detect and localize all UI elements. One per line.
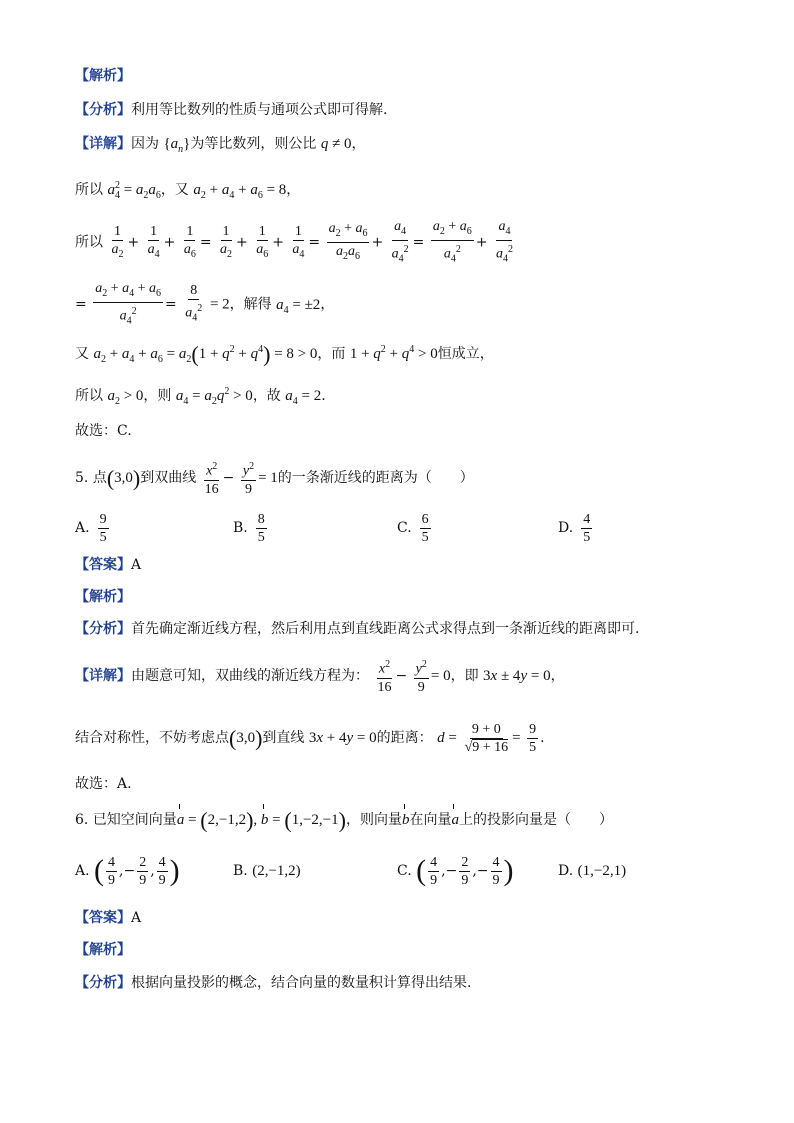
fraction: $\frac{x^2}{16}$: [375, 656, 393, 696]
detail-line-5: [75, 340, 494, 370]
option-letter: D.: [558, 863, 574, 879]
text: 点: [92, 470, 107, 486]
math-point: (3,0): [106, 465, 141, 491]
denominator: 5: [257, 529, 265, 545]
text: ，: [351, 136, 366, 152]
analysis-text: 首先确定渐近线方程，然后利用点到直线距离公式求得点到一条渐近线的距离即可.: [131, 621, 640, 637]
option-letter: D.: [558, 520, 574, 536]
option-fraction: [98, 511, 109, 546]
text: 上的投影向量是（ ）: [458, 812, 613, 828]
math: $a_2 + a_4 + a_6 = a_2(1 + q^2 + q^4) = 8 > 0$: [93, 341, 318, 367]
math-eq: $a_4^2 = a_2a_6$: [107, 180, 161, 201]
math: $a_4 = a_2q^2 > 0$: [175, 386, 253, 407]
answer-tag: 【答案】: [75, 910, 131, 926]
detail-line-3: 所以 $\frac{1}{a_2}$ + $\frac{1}{a_4}$ + $\frac{1}{a_6}$ = $\frac{1}{a_2}$ + $\frac{1}{a_6}$ + $\frac{1}{a_4}$ = $\frac{a_2 + a_6}{a_2a_6}$ + $\frac{a_4}{a_4^2}$ = $\frac{a_2 + a_6}{a_4^2}$ + $\frac{a_4}{a_4^2}$: [75, 218, 517, 267]
fraction: $\frac{a_4}{a_4^2}$: [391, 219, 409, 265]
text: 所以: [75, 234, 103, 251]
answer-value: A: [131, 910, 142, 926]
text: 所以: [75, 182, 103, 198]
option-letter: C.: [397, 520, 412, 536]
math-seq: $\{a_n\}$: [163, 136, 191, 155]
text: ，则: [143, 388, 172, 404]
text: ，故: [252, 388, 281, 404]
analysis-heading: 【解析】: [75, 68, 131, 84]
option-c[interactable]: [397, 508, 433, 548]
option-d[interactable]: [558, 508, 594, 548]
question-5-stem: 5. 点(3,0)到双曲线 $\frac{x^2}{16}$ − $\frac{y^2}{9}$ = 1的一条渐近线的距离为（ ）: [75, 458, 474, 499]
text: 到直线: [262, 730, 305, 746]
option-value: (2,−1,2): [252, 863, 301, 879]
option-letter: B.: [233, 520, 248, 536]
option-fraction: [256, 511, 267, 546]
question-number: 5.: [75, 470, 89, 486]
text: 已知空间向量: [92, 812, 177, 828]
fraction: $\frac{1}{a_4}$: [292, 223, 305, 260]
analysis-tag: 【分析】: [75, 621, 131, 637]
math-a: a: [451, 812, 459, 828]
fraction: $\frac{8}{a_4^2}$: [185, 283, 203, 324]
question-number: 6.: [75, 812, 89, 828]
fraction: $\frac{y^2}{9}$: [414, 656, 429, 696]
math: 3x + 4y = 0: [308, 730, 377, 746]
option-letter: C.: [397, 863, 412, 879]
detail-line-6: [75, 382, 326, 412]
text: 又: [75, 346, 89, 362]
option-fraction: [581, 511, 592, 546]
option-fraction: [420, 511, 431, 546]
choice-line: 故选：C.: [75, 423, 132, 439]
numerator: 8: [257, 511, 265, 527]
text: 为等比数列，则公比: [190, 136, 317, 152]
text: 到双曲线: [140, 470, 197, 486]
fraction: $\frac{1}{a_2}$: [220, 223, 233, 260]
math: ≠ 0: [328, 136, 352, 152]
math-sum: $a_2 + a_4 + a_6 = 8$: [193, 182, 287, 201]
detail-line-2: [75, 176, 300, 206]
fraction: $\frac{a_2 + a_4 + a_6}{a_4^2}$: [95, 281, 161, 327]
denominator: 5: [421, 529, 429, 545]
analysis-heading: 【解析】: [75, 589, 131, 605]
fraction: $\frac{a_2 + a_6}{a_4^2}$: [432, 219, 472, 265]
analysis-heading: 【解析】: [75, 942, 131, 958]
question-6-stem: [75, 807, 613, 833]
text: 所以: [75, 388, 103, 404]
analysis-line: [75, 973, 471, 993]
fraction: $\frac{9}{5}$: [529, 721, 537, 755]
text: 因为: [131, 136, 159, 152]
option-d[interactable]: [558, 849, 626, 893]
math: $a_4 = 2$: [285, 388, 322, 407]
analysis-tag: 【分析】: [75, 975, 131, 991]
math-d: d: [437, 730, 445, 746]
option-value: (1,−2,1): [577, 863, 627, 879]
analysis-line: [75, 100, 387, 120]
analysis-line: [75, 619, 639, 639]
fraction: $\frac{x^2}{16}$: [203, 458, 221, 498]
detail-line-1: [75, 134, 366, 160]
detail-tag: 【详解】: [75, 668, 131, 684]
text: .: [540, 730, 545, 746]
text: 结合对称性，不妨考虑点: [75, 730, 229, 746]
math-q: q: [320, 136, 329, 152]
text: ，: [286, 182, 301, 198]
option-letter: B.: [233, 863, 248, 879]
denominator: 5: [99, 529, 107, 545]
choice-line: 故选：A.: [75, 776, 132, 792]
fraction: $\frac{1}{a_2}$: [111, 223, 124, 260]
text: ，: [550, 668, 565, 684]
math: $1 + q^2 + q^4 > 0$: [349, 344, 438, 362]
text: ，: [320, 296, 335, 313]
answer-line: [75, 555, 141, 575]
math: $a_4 = \pm 2$: [276, 296, 321, 316]
text: ，即: [450, 668, 479, 684]
detail-tag: 【详解】: [75, 136, 131, 152]
analysis-text: 利用等比数列的性质与通项公式即可得解.: [131, 102, 388, 118]
detail-line-2: 结合对称性，不妨考虑点(3,0)到直线 3x + 4y = 0的距离： d = $\frac{9 + 0}{√9 + 16}$ = $\frac{9}{5}$ .: [75, 721, 545, 755]
numerator: 4: [583, 511, 591, 527]
text: 恒成立，: [437, 346, 494, 362]
text: 在向量: [409, 812, 452, 828]
math-point: (3,0): [229, 725, 263, 751]
option-c[interactable]: C. ( $\frac{4}{9}$ ,− $\frac{2}{9}$ ,− $\frac{4}{9}$ ): [397, 854, 514, 888]
text: 由题意可知，双曲线的渐近线方程为：: [131, 668, 369, 684]
math-b: b: [401, 812, 410, 828]
numerator: 9: [99, 511, 107, 527]
text: .: [321, 388, 326, 404]
fraction: $\frac{9 + 0}{√9 + 16}$: [464, 721, 509, 755]
denominator: 5: [583, 529, 591, 545]
option-b[interactable]: [233, 508, 269, 548]
option-a[interactable]: A. ( $\frac{4}{9}$ ,− $\frac{2}{9}$ , $\frac{4}{9}$ ): [75, 854, 180, 888]
text: 的距离：: [376, 730, 433, 746]
fraction: $\frac{y^2}{9}$: [241, 458, 256, 498]
option-letter: A.: [75, 520, 90, 536]
fraction: $\frac{1}{a_4}$: [147, 223, 160, 260]
detail-line-1: 【详解】由题意可知，双曲线的渐近线方程为： $\frac{x^2}{16}$ − $\frac{y^2}{9}$ = 0，即 3x ± 4y = 0，: [75, 656, 565, 696]
text: ，解得: [229, 296, 272, 313]
answer-line: [75, 908, 141, 928]
option-letter: A.: [75, 863, 90, 879]
fraction: $\frac{1}{a_6}$: [256, 223, 269, 260]
analysis-text: 根据向量投影的概念，结合向量的数量积计算得出结果.: [131, 975, 472, 991]
text: ，而: [317, 346, 346, 362]
option-a[interactable]: [75, 508, 111, 548]
fraction: $\frac{1}{a_6}$: [183, 223, 196, 260]
numerator: 6: [421, 511, 429, 527]
fraction: $\frac{a_2 + a_6}{a_2a_6}$: [328, 221, 368, 262]
fraction: $\frac{a_4}{a_4^2}$: [495, 219, 513, 265]
text: ，则向量: [345, 812, 402, 828]
text: ，又: [160, 182, 189, 198]
math-vectors: a = (2,−1,2), b = (1,−2,−1): [176, 807, 346, 833]
answer-tag: 【答案】: [75, 557, 131, 573]
option-b[interactable]: [233, 849, 301, 893]
math: $a_2 > 0$: [107, 388, 144, 407]
detail-line-4: = $\frac{a_2 + a_4 + a_6}{a_4^2}$ = $\frac{8}{a_4^2}$ = 2，解得 $a_4 = \pm 2$，: [75, 280, 334, 331]
analysis-tag: 【分析】: [75, 102, 131, 118]
text: 的一条渐近线的距离为（ ）: [277, 470, 474, 486]
math: 3x ± 4y = 0: [483, 668, 551, 684]
answer-value: A: [131, 557, 142, 573]
